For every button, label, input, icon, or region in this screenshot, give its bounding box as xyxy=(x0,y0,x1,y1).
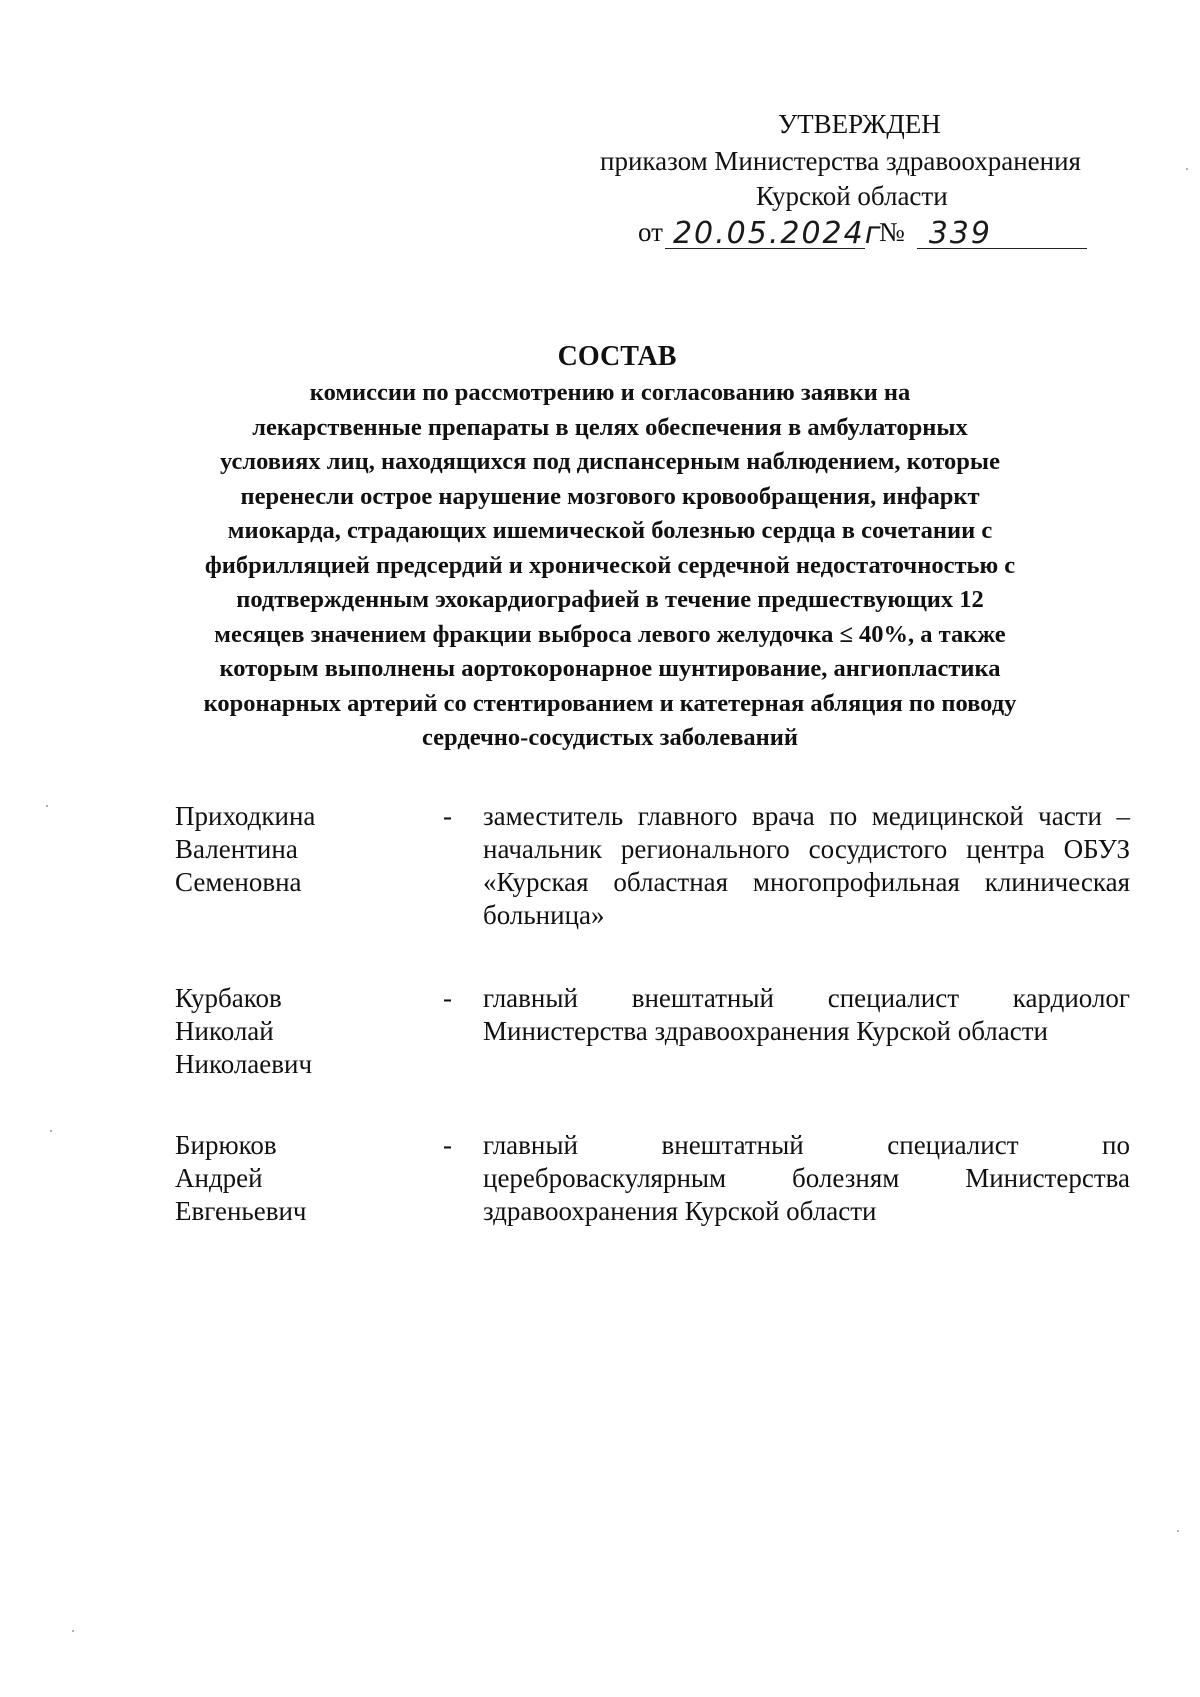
member-first-name: Николай xyxy=(175,1016,274,1046)
document-heading xyxy=(160,340,1060,756)
role-line: «Курская областная многопрофильная клиническая xyxy=(483,867,1130,897)
subtitle-line: условиях лиц, находящихся под диспансерным наблюдением, которые xyxy=(220,448,1000,475)
number-sign: № xyxy=(878,217,905,247)
member-surname: Курбаков xyxy=(175,983,282,1013)
role-line: Министерства здравоохранения Курской области xyxy=(483,1016,1048,1046)
subtitle-line: подтвержденным эхокардиографией в течение предшествующих 12 xyxy=(236,586,984,613)
document-subtitle xyxy=(160,376,1060,756)
scan-speck xyxy=(72,1630,74,1632)
subtitle-line: лекарственные препараты в целях обеспечения в амбулаторных xyxy=(252,413,968,441)
scan-speck xyxy=(46,805,48,807)
role-line: главный внештатный специалист по xyxy=(483,1130,1130,1160)
commission-members-list xyxy=(175,800,1130,1228)
scan-speck xyxy=(1177,1530,1179,1532)
member-entry xyxy=(175,800,1130,932)
member-entry xyxy=(175,982,1130,1081)
approval-order-line: приказом Министерства здравоохранения xyxy=(600,146,1081,176)
subtitle-line: которым выполнены аортокоронарное шунтирование, ангиопластика xyxy=(219,655,1001,682)
scan-speck xyxy=(1186,168,1188,170)
handwritten-order-number: 339 xyxy=(917,219,1087,249)
subtitle-line: коронарных артерий со стентированием и катетерная абляция по поводу xyxy=(203,689,1017,717)
member-name xyxy=(175,982,435,1081)
member-role xyxy=(483,982,1130,1081)
role-line: больница» xyxy=(483,900,605,930)
member-patronymic: Николаевич xyxy=(175,1049,313,1079)
subtitle-line: месяцев значением фракции выброса левого желудочка ≤ 40%, а также xyxy=(214,620,1006,648)
role-line: заместитель главного врача по медицинской части – xyxy=(483,801,1130,831)
subtitle-line: комиссии по рассмотрению и согласованию заявки на xyxy=(309,379,911,406)
member-role xyxy=(483,1129,1130,1228)
member-surname: Бирюков xyxy=(175,1130,277,1160)
approval-title: УТВЕРЖДЕН xyxy=(778,109,941,139)
subtitle-line: фибрилляцией предсердий и хронической сердечной недостаточностью с xyxy=(204,551,1016,579)
subtitle-line: сердечно-сосудистых заболеваний xyxy=(421,724,799,751)
role-line: главный внештатный специалист кардиолог xyxy=(483,983,1130,1013)
member-patronymic: Евгеньевич xyxy=(175,1196,307,1226)
document-title: СОСТАВ xyxy=(557,341,677,372)
member-name xyxy=(175,800,435,932)
member-name xyxy=(175,1129,435,1228)
subtitle-line: перенесли острое нарушение мозгового кровообращения, инфаркт xyxy=(240,482,980,510)
member-entry xyxy=(175,1129,1130,1228)
member-patronymic: Семеновна xyxy=(175,867,302,897)
from-label: от xyxy=(638,217,663,247)
role-line: цереброваскулярным болезням Министерства xyxy=(483,1163,1130,1193)
scan-speck xyxy=(50,1130,52,1132)
handwritten-date: 20.05.2024г xyxy=(665,219,865,249)
role-line: здравоохранения Курской области xyxy=(483,1196,877,1226)
member-dash: - xyxy=(443,1130,452,1160)
member-surname: Приходкина xyxy=(175,801,316,831)
member-dash: - xyxy=(443,983,452,1013)
member-first-name: Валентина xyxy=(175,834,298,864)
member-dash: - xyxy=(443,801,452,831)
approval-region-line: Курской области xyxy=(756,181,948,211)
approval-date-number-line xyxy=(638,216,1087,249)
role-line: начальник регионального сосудистого центра ОБУЗ xyxy=(483,834,1130,864)
subtitle-line: миокарда, страдающих ишемической болезнью сердца в сочетании с xyxy=(227,517,993,544)
member-first-name: Андрей xyxy=(175,1163,263,1193)
member-role xyxy=(483,800,1130,932)
